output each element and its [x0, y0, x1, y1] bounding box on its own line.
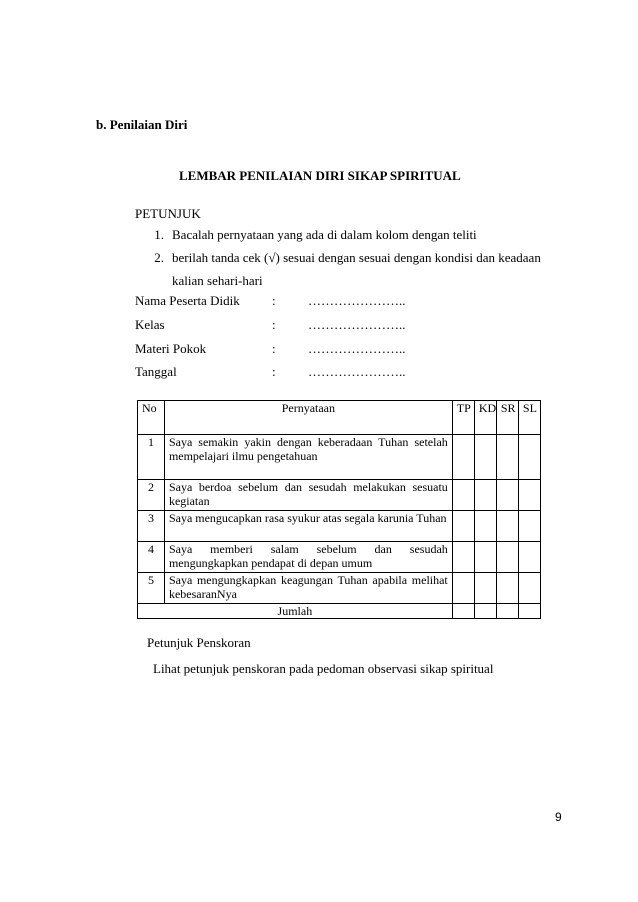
header-sr: SR [496, 401, 518, 435]
row-statement: Saya mengucapkan rasa syukur atas segala karunia Tuhan [164, 511, 452, 542]
row-statement: Saya memberi salam sebelum dan sesudah mengungkapkan pendapat di depan umum [164, 542, 452, 573]
field-blank: ………………….. [308, 341, 406, 356]
table-row [138, 511, 541, 542]
score-cell-kd[interactable] [474, 435, 496, 480]
row-number: 4 [138, 542, 165, 573]
table-total-row [138, 604, 541, 619]
table-header-row [138, 401, 541, 435]
total-cell-sl[interactable] [518, 604, 540, 619]
instruction-item: berilah tanda cek (√) sesuai dengan sesuai dengan kondisi dan keadaan [172, 250, 541, 265]
instruction-item: Bacalah pernyataan yang ada di dalam kolom dengan teliti [172, 227, 477, 242]
row-number: 3 [138, 511, 165, 542]
score-cell-tp[interactable] [452, 435, 474, 480]
header-sl: SL [518, 401, 540, 435]
table-row [138, 542, 541, 573]
total-cell-kd[interactable] [474, 604, 496, 619]
row-statement: Saya mengungkapkan keagungan Tuhan apabila melihat kebesaranNya [164, 573, 452, 604]
instruction-number: 2. [154, 250, 164, 265]
page-number: 9 [555, 810, 562, 824]
total-cell-sr[interactable] [496, 604, 518, 619]
header-tp: TP [452, 401, 474, 435]
row-number: 2 [138, 480, 165, 511]
row-number: 5 [138, 573, 165, 604]
field-label: Materi Pokok [135, 341, 207, 356]
instruction-number: 1. [154, 227, 164, 242]
total-cell-tp[interactable] [452, 604, 474, 619]
field-label: Nama Peserta Didik [135, 293, 240, 308]
score-cell-sr[interactable] [496, 480, 518, 511]
row-statement: Saya semakin yakin dengan keberadaan Tuhan setelah mempelajari ilmu pengetahuan [164, 435, 452, 480]
score-cell-sl[interactable] [518, 435, 540, 480]
score-cell-kd[interactable] [474, 511, 496, 542]
row-statement: Saya berdoa sebelum dan sesudah melakukan sesuatu kegiatan [164, 480, 452, 511]
score-cell-tp[interactable] [452, 573, 474, 604]
field-label: Kelas [135, 317, 165, 332]
header-kd: KD [474, 401, 496, 435]
section-heading: b. Penilaian Diri [96, 117, 188, 132]
score-cell-sr[interactable] [496, 435, 518, 480]
score-cell-sr[interactable] [496, 511, 518, 542]
row-number: 1 [138, 435, 165, 480]
header-no: No [138, 401, 165, 435]
instructions-label: PETUNJUK [135, 206, 201, 221]
field-blank: ………………….. [308, 293, 406, 308]
table-row [138, 480, 541, 511]
field-colon: : [272, 317, 276, 332]
table-row [138, 573, 541, 604]
score-cell-tp[interactable] [452, 480, 474, 511]
score-cell-kd[interactable] [474, 542, 496, 573]
score-cell-sl[interactable] [518, 511, 540, 542]
assessment-table [137, 400, 541, 619]
table-row [138, 435, 541, 480]
field-label: Tanggal [135, 364, 177, 379]
score-cell-kd[interactable] [474, 573, 496, 604]
header-statement: Pernyataan [164, 401, 452, 435]
score-cell-sl[interactable] [518, 480, 540, 511]
total-label: Jumlah [138, 604, 453, 619]
scoring-text: Lihat petunjuk penskoran pada pedoman observasi sikap spiritual [153, 661, 494, 676]
instruction-item-continuation: kalian sehari-hari [172, 273, 263, 288]
field-blank: ………………….. [308, 317, 406, 332]
field-colon: : [272, 293, 276, 308]
document-title: LEMBAR PENILAIAN DIRI SIKAP SPIRITUAL [179, 168, 461, 183]
field-colon: : [272, 341, 276, 356]
scoring-label: Petunjuk Penskoran [147, 635, 251, 650]
score-cell-sl[interactable] [518, 542, 540, 573]
score-cell-sr[interactable] [496, 542, 518, 573]
score-cell-sr[interactable] [496, 573, 518, 604]
score-cell-sl[interactable] [518, 573, 540, 604]
score-cell-kd[interactable] [474, 480, 496, 511]
field-colon: : [272, 364, 276, 379]
score-cell-tp[interactable] [452, 511, 474, 542]
field-blank: ………………….. [308, 364, 406, 379]
score-cell-tp[interactable] [452, 542, 474, 573]
